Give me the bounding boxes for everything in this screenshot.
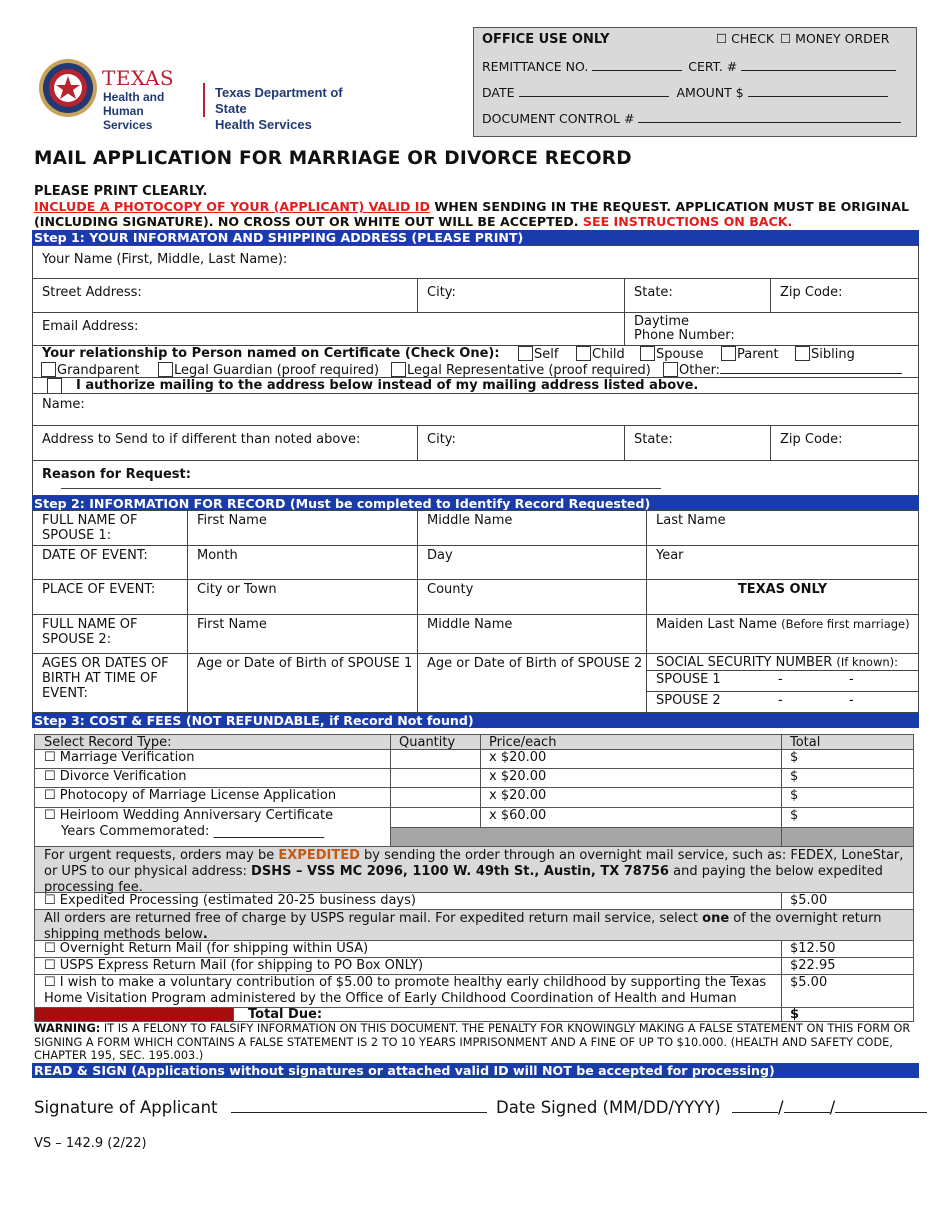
date-event-label: DATE OF EVENT: bbox=[32, 545, 188, 580]
return-mail-info: All orders are returned free of charge by USPS regular mail. For expedited return mail service, select one of the overnight return shipping methods below. bbox=[34, 909, 914, 941]
spouse2-middle-name[interactable]: Middle Name bbox=[417, 614, 647, 654]
price-cell: x $20.00 bbox=[480, 768, 782, 788]
total-cell[interactable]: $ bbox=[781, 749, 914, 769]
logo-hhs-text: Health and Human Services bbox=[103, 90, 165, 132]
ssn-spouse2[interactable]: SPOUSE 2 - - bbox=[646, 691, 919, 713]
authorize-label: I authorize mailing to the address below instead of my mailing address listed above. bbox=[76, 378, 699, 393]
spouse2-maiden-name[interactable]: Maiden Last Name (Before first marriage) bbox=[646, 614, 919, 654]
step1-bar: Step 1: YOUR INFORMATON AND SHIPPING ADDRESS (PLEASE PRINT) bbox=[32, 230, 919, 245]
express-fee: $22.95 bbox=[781, 957, 914, 975]
event-month[interactable]: Month bbox=[187, 545, 418, 580]
col-record-type: Select Record Type: bbox=[34, 734, 391, 750]
texas-only: TEXAS ONLY bbox=[646, 579, 919, 615]
quantity-input[interactable] bbox=[390, 807, 481, 828]
price-cell: x $20.00 bbox=[480, 787, 782, 808]
doc-control-line[interactable] bbox=[638, 111, 901, 123]
ssn-spouse1[interactable]: SPOUSE 1 - - bbox=[646, 670, 919, 692]
spouse1-first-name[interactable]: First Name bbox=[187, 510, 418, 546]
felony-warning: WARNING: IT IS A FELONY TO FALSIFY INFORMATION ON THIS DOCUMENT. THE PENALTY FOR KNOWINGLY MAKING A FALSE STATEMENT ON THIS FORM OR SIGNING A FORM WHICH CONTAINS A FALSE STATEMENT IS 2 TO 10 YEARS IMPRISONMENT AND A FINE OF UP TO $10.000. (HEALTH AND SAFETY CODE, CHAPTER 195, SEC. 195.003.) bbox=[34, 1022, 911, 1062]
age-spouse1[interactable]: Age or Date of Birth of SPOUSE 1 bbox=[187, 653, 418, 713]
overnight-return-option[interactable]: ☐ Overnight Return Mail (for shipping within USA) bbox=[34, 940, 782, 958]
amount-line[interactable] bbox=[748, 85, 888, 97]
quantity-input[interactable] bbox=[390, 749, 481, 769]
rel-guardian[interactable]: Legal Guardian (proof required) bbox=[158, 362, 379, 378]
remittance-label: REMITTANCE NO. bbox=[482, 59, 589, 74]
logo-texas-text: TEXAS bbox=[102, 66, 175, 90]
doc-control-label: DOCUMENT CONTROL # bbox=[482, 111, 635, 126]
ages-label: AGES OR DATES OF BIRTH AT TIME OF EVENT: bbox=[32, 653, 188, 713]
total-due-amount[interactable]: $ bbox=[781, 1007, 914, 1022]
checkbox[interactable] bbox=[795, 346, 810, 361]
relationship-section bbox=[32, 345, 919, 378]
ssn-header: SOCIAL SECURITY NUMBER (If known): bbox=[646, 653, 919, 671]
email-field[interactable]: Email Address: bbox=[32, 312, 625, 346]
event-day[interactable]: Day bbox=[417, 545, 647, 580]
relationship-label: Your relationship to Person named on Certificate (Check One): bbox=[42, 346, 500, 361]
shaded-cell bbox=[390, 827, 782, 847]
rel-grandparent[interactable]: Grandparent bbox=[41, 362, 140, 378]
quantity-input[interactable] bbox=[390, 787, 481, 808]
expedited-processing-option[interactable]: ☐ Expedited Processing (estimated 20-25 business days) bbox=[34, 892, 782, 910]
page-title: MAIL APPLICATION FOR MARRIAGE OR DIVORCE RECORD bbox=[34, 148, 632, 169]
state-field[interactable]: State: bbox=[624, 278, 771, 313]
mail-name-field[interactable]: Name: bbox=[32, 393, 919, 426]
spouse2-label: FULL NAME OF SPOUSE 2: bbox=[32, 614, 188, 654]
checkbox[interactable] bbox=[41, 362, 56, 377]
cert-line[interactable] bbox=[741, 59, 896, 71]
date-month-line[interactable] bbox=[732, 1097, 778, 1113]
office-check[interactable]: ☐ CHECK bbox=[716, 31, 775, 46]
price-cell: x $20.00 bbox=[480, 749, 782, 769]
donation-fee: $5.00 bbox=[781, 974, 914, 1008]
heirloom-option[interactable]: ☐ Heirloom Wedding Anniversary Certificate Years Commemorated: _________________ bbox=[34, 807, 391, 847]
date-line[interactable] bbox=[519, 85, 669, 97]
signature-label: Signature of Applicant bbox=[34, 1098, 218, 1117]
divorce-verification-option[interactable]: ☐ Divorce Verification bbox=[34, 768, 391, 788]
urgent-info: For urgent requests, orders may be EXPEDITED by sending the order through an overnight mail service, such as: FEDEX, LoneStar, or UPS to our physical address: DSHS – VSS MC 2096, 1100 W. 49th St., Austin, TX 78756 and paying the below expedited processing fee. bbox=[34, 846, 914, 893]
checkbox[interactable] bbox=[721, 346, 736, 361]
send-city-field[interactable]: City: bbox=[417, 425, 625, 461]
checkbox[interactable] bbox=[576, 346, 591, 361]
read-sign-bar: READ & SIGN (Applications without signatures or attached valid ID will NOT be accepted for processing) bbox=[32, 1063, 919, 1078]
office-heading: OFFICE USE ONLY bbox=[482, 32, 610, 47]
texas-star-seal-icon bbox=[38, 58, 98, 118]
reason-field[interactable]: Reason for Request: bbox=[32, 460, 919, 496]
usps-express-option[interactable]: ☐ USPS Express Return Mail (for shipping to PO Box ONLY) bbox=[34, 957, 782, 975]
total-due-label: Total Due: bbox=[233, 1007, 782, 1022]
checkbox[interactable] bbox=[391, 362, 406, 377]
send-address-field[interactable]: Address to Send to if different than noted above: bbox=[32, 425, 418, 461]
event-county[interactable]: County bbox=[417, 579, 647, 615]
total-cell[interactable]: $ bbox=[781, 787, 914, 808]
spouse1-last-name[interactable]: Last Name bbox=[646, 510, 919, 546]
step3-bar: Step 3: COST & FEES (NOT REFUNDABLE, if Record Not found) bbox=[32, 713, 919, 728]
price-cell: x $60.00 bbox=[480, 807, 782, 828]
col-quantity: Quantity bbox=[390, 734, 481, 750]
date-label: DATE bbox=[482, 85, 515, 100]
rel-child[interactable]: Child bbox=[576, 346, 625, 362]
rel-parent[interactable]: Parent bbox=[721, 346, 779, 362]
checkbox[interactable] bbox=[663, 362, 678, 377]
authorize-checkbox[interactable] bbox=[47, 378, 62, 394]
rel-representative[interactable]: Legal Representative (proof required) bbox=[391, 362, 651, 378]
id-notice: INCLUDE A PHOTOCOPY OF YOUR (APPLICANT) VALID ID WHEN SENDING IN THE REQUEST. APPLICATION MUST BE ORIGINAL (INCLUDING SIGNATURE). NO CROSS OUT OR WHITE OUT WILL BE ACCEPTED. SEE INSTRUCTIONS ON BACK. bbox=[34, 199, 910, 229]
rel-sibling[interactable]: Sibling bbox=[795, 346, 855, 362]
total-cell[interactable]: $ bbox=[781, 768, 914, 788]
amount-label: AMOUNT $ bbox=[676, 85, 744, 100]
spouse2-first-name[interactable]: First Name bbox=[187, 614, 418, 654]
date-signed-label: Date Signed (MM/DD/YYYY) bbox=[496, 1098, 721, 1117]
logo-divider bbox=[203, 83, 205, 117]
send-state-field[interactable]: State: bbox=[624, 425, 771, 461]
checkbox[interactable] bbox=[640, 346, 655, 361]
send-zip-field[interactable]: Zip Code: bbox=[770, 425, 919, 461]
logo-dshs-text: Texas Department of State Health Services bbox=[215, 85, 343, 132]
age-spouse2[interactable]: Age or Date of Birth of SPOUSE 2 bbox=[417, 653, 647, 713]
marriage-verification-option[interactable]: ☐ Marriage Verification bbox=[34, 749, 391, 769]
street-address-field[interactable]: Street Address: bbox=[32, 278, 418, 313]
remittance-line[interactable] bbox=[592, 59, 682, 71]
shaded-cell bbox=[781, 827, 914, 847]
checkbox[interactable] bbox=[158, 362, 173, 377]
col-total: Total bbox=[781, 734, 914, 750]
col-price: Price/each bbox=[480, 734, 782, 750]
office-money-order[interactable]: ☐ MONEY ORDER bbox=[780, 31, 890, 46]
signature-line[interactable] bbox=[231, 1097, 487, 1113]
rel-spouse[interactable]: Spouse bbox=[640, 346, 703, 362]
years-commemorated[interactable]: Years Commemorated: _________________ bbox=[61, 824, 325, 839]
event-city[interactable]: City or Town bbox=[187, 579, 418, 615]
form-number: VS – 142.9 (2/22) bbox=[34, 1136, 147, 1151]
rel-self[interactable]: Self bbox=[518, 346, 558, 362]
rel-other[interactable]: Other: bbox=[663, 362, 902, 378]
agency-logo bbox=[38, 58, 358, 132]
spouse1-middle-name[interactable]: Middle Name bbox=[417, 510, 647, 546]
checkbox[interactable] bbox=[518, 346, 533, 361]
cert-label: CERT. # bbox=[688, 59, 738, 74]
signature-row: Signature of Applicant Date Signed (MM/DD/YYYY) / / bbox=[34, 1097, 927, 1117]
total-due-bar bbox=[34, 1007, 234, 1022]
authorize-row bbox=[32, 377, 919, 394]
expedited-fee: $5.00 bbox=[781, 892, 914, 910]
phone-field[interactable]: Daytime Phone Number: bbox=[624, 312, 919, 346]
photocopy-option[interactable]: ☐ Photocopy of Marriage License Application bbox=[34, 787, 391, 808]
total-cell[interactable]: $ bbox=[781, 807, 914, 828]
reason-line bbox=[61, 488, 661, 489]
city-field[interactable]: City: bbox=[417, 278, 625, 313]
place-event-label: PLACE OF EVENT: bbox=[32, 579, 188, 615]
event-year[interactable]: Year bbox=[646, 545, 919, 580]
print-clearly: PLEASE PRINT CLEARLY. bbox=[34, 184, 208, 199]
spouse1-label: FULL NAME OF SPOUSE 1: bbox=[32, 510, 188, 546]
donation-option[interactable]: ☐ I wish to make a voluntary contribution of $5.00 to promote healthy early childhood by supporting the Texas Home Visitation Program administered by the Office of Early Childhood Coordination of Health and Human bbox=[34, 974, 782, 1008]
step2-bar: Step 2: INFORMATION FOR RECORD (Must be completed to Identify Record Requested) bbox=[32, 496, 919, 511]
your-name-field[interactable]: Your Name (First, Middle, Last Name): bbox=[32, 245, 919, 279]
date-day-line[interactable] bbox=[784, 1097, 830, 1113]
overnight-fee: $12.50 bbox=[781, 940, 914, 958]
date-year-line[interactable] bbox=[835, 1097, 927, 1113]
quantity-input[interactable] bbox=[390, 768, 481, 788]
zip-field[interactable]: Zip Code: bbox=[770, 278, 919, 313]
office-use-box bbox=[473, 27, 917, 137]
